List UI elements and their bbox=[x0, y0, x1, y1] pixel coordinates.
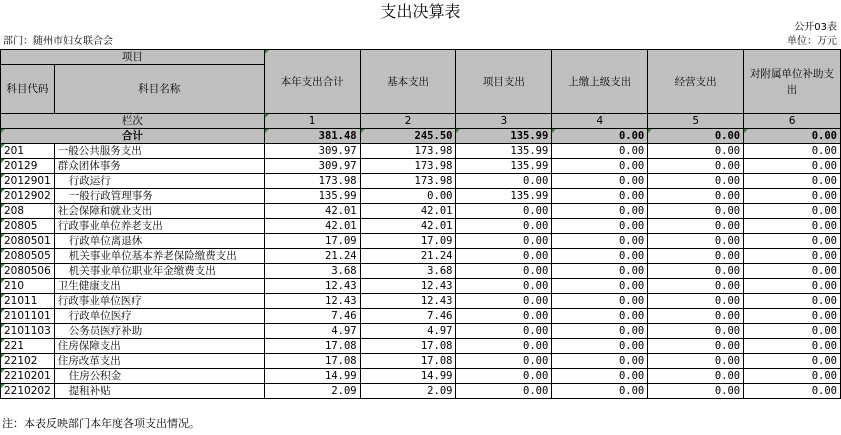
amount-cell: 0.00 bbox=[744, 174, 841, 189]
unit-label: 单位：万元 bbox=[787, 36, 837, 47]
amount-cell: 17.08 bbox=[360, 354, 456, 369]
amount-cell: 173.98 bbox=[360, 159, 456, 174]
column-index-cell: 5 bbox=[648, 114, 744, 129]
amount-cell: 0.00 bbox=[552, 279, 648, 294]
amount-cell: 0.00 bbox=[744, 294, 841, 309]
amount-cell: 0.00 bbox=[552, 234, 648, 249]
column-index-cell: 3 bbox=[456, 114, 552, 129]
amount-cell: 0.00 bbox=[648, 294, 744, 309]
subject-code: 2080506 bbox=[1, 264, 55, 279]
amount-cell: 0.00 bbox=[456, 219, 552, 234]
amount-cell: 0.00 bbox=[552, 144, 648, 159]
amount-cell: 0.00 bbox=[552, 309, 648, 324]
total-value: 0.00 bbox=[552, 129, 648, 144]
subject-name: 公务员医疗补助 bbox=[54, 324, 264, 339]
table-row bbox=[1, 219, 841, 234]
subject-name: 行政事业单位医疗 bbox=[54, 294, 264, 309]
table-row bbox=[1, 339, 841, 354]
amount-cell: 0.00 bbox=[648, 249, 744, 264]
subject-name: 住房保障支出 bbox=[54, 339, 264, 354]
report-title: 支出决算表 bbox=[380, 2, 461, 21]
amount-cell: 12.43 bbox=[264, 279, 360, 294]
amount-cell: 14.99 bbox=[360, 369, 456, 384]
amount-cell: 17.09 bbox=[360, 234, 456, 249]
header-subject: 项目 bbox=[1, 50, 265, 65]
amount-cell: 4.97 bbox=[264, 324, 360, 339]
table-row bbox=[1, 294, 841, 309]
header-name: 科目名称 bbox=[54, 65, 264, 114]
amount-cell: 0.00 bbox=[648, 219, 744, 234]
amount-cell: 21.24 bbox=[360, 249, 456, 264]
amount-cell: 0.00 bbox=[552, 384, 648, 399]
amount-cell: 135.99 bbox=[456, 144, 552, 159]
amount-cell: 0.00 bbox=[552, 354, 648, 369]
amount-cell: 42.01 bbox=[360, 219, 456, 234]
table-row bbox=[1, 144, 841, 159]
subject-code: 2101101 bbox=[1, 309, 55, 324]
total-value: 0.00 bbox=[648, 129, 744, 144]
subject-name: 社会保障和就业支出 bbox=[54, 204, 264, 219]
amount-cell: 17.08 bbox=[264, 354, 360, 369]
header-subsidiary-subsidy: 对附属单位补助支出 bbox=[744, 50, 841, 114]
amount-cell: 0.00 bbox=[744, 339, 841, 354]
amount-cell: 0.00 bbox=[552, 294, 648, 309]
amount-cell: 14.99 bbox=[264, 369, 360, 384]
amount-cell: 17.08 bbox=[360, 339, 456, 354]
subject-code: 201 bbox=[1, 144, 55, 159]
amount-cell: 0.00 bbox=[648, 279, 744, 294]
total-value: 135.99 bbox=[456, 129, 552, 144]
amount-cell: 0.00 bbox=[744, 369, 841, 384]
header-basic-expenditure: 基本支出 bbox=[360, 50, 456, 114]
amount-cell: 0.00 bbox=[744, 279, 841, 294]
subject-name: 行政单位医疗 bbox=[54, 309, 264, 324]
subject-code: 2012901 bbox=[1, 174, 55, 189]
amount-cell: 42.01 bbox=[360, 204, 456, 219]
amount-cell: 0.00 bbox=[552, 249, 648, 264]
amount-cell: 0.00 bbox=[456, 354, 552, 369]
amount-cell: 3.68 bbox=[264, 264, 360, 279]
amount-cell: 0.00 bbox=[552, 159, 648, 174]
amount-cell: 0.00 bbox=[648, 189, 744, 204]
table-row bbox=[1, 204, 841, 219]
table-row bbox=[1, 309, 841, 324]
subject-name: 提租补贴 bbox=[54, 384, 264, 399]
amount-cell: 12.43 bbox=[360, 294, 456, 309]
amount-cell: 0.00 bbox=[456, 264, 552, 279]
amount-cell: 0.00 bbox=[456, 294, 552, 309]
amount-cell: 0.00 bbox=[744, 234, 841, 249]
column-index-label: 栏次 bbox=[1, 114, 265, 129]
subject-name: 一般行政管理事务 bbox=[54, 189, 264, 204]
amount-cell: 0.00 bbox=[648, 384, 744, 399]
column-index-row bbox=[1, 114, 841, 129]
subject-name: 卫生健康支出 bbox=[54, 279, 264, 294]
header-row-subject bbox=[1, 50, 841, 65]
subject-code: 20805 bbox=[1, 219, 55, 234]
subject-code: 2080505 bbox=[1, 249, 55, 264]
amount-cell: 173.98 bbox=[264, 174, 360, 189]
amount-cell: 4.97 bbox=[360, 324, 456, 339]
subject-code: 221 bbox=[1, 339, 55, 354]
amount-cell: 173.98 bbox=[360, 144, 456, 159]
header-total-expenditure: 本年支出合计 bbox=[264, 50, 360, 114]
amount-cell: 2.09 bbox=[264, 384, 360, 399]
amount-cell: 0.00 bbox=[552, 219, 648, 234]
subject-name: 行政单位离退休 bbox=[54, 234, 264, 249]
amount-cell: 0.00 bbox=[744, 384, 841, 399]
amount-cell: 0.00 bbox=[456, 324, 552, 339]
table-row bbox=[1, 369, 841, 384]
table-row bbox=[1, 249, 841, 264]
subject-name: 住房改革支出 bbox=[54, 354, 264, 369]
amount-cell: 0.00 bbox=[456, 369, 552, 384]
form-code: 公开03表 bbox=[794, 22, 837, 33]
amount-cell: 0.00 bbox=[552, 174, 648, 189]
amount-cell: 309.97 bbox=[264, 144, 360, 159]
amount-cell: 0.00 bbox=[648, 354, 744, 369]
amount-cell: 0.00 bbox=[552, 339, 648, 354]
amount-cell: 0.00 bbox=[648, 174, 744, 189]
amount-cell: 173.98 bbox=[360, 174, 456, 189]
amount-cell: 0.00 bbox=[456, 234, 552, 249]
subject-name: 行政事业单位养老支出 bbox=[54, 219, 264, 234]
table-row bbox=[1, 279, 841, 294]
amount-cell: 0.00 bbox=[456, 309, 552, 324]
amount-cell: 7.46 bbox=[264, 309, 360, 324]
amount-cell: 0.00 bbox=[648, 264, 744, 279]
total-value: 245.50 bbox=[360, 129, 456, 144]
amount-cell: 12.43 bbox=[360, 279, 456, 294]
table-row bbox=[1, 264, 841, 279]
subject-code: 2210202 bbox=[1, 384, 55, 399]
subject-code: 2012902 bbox=[1, 189, 55, 204]
table-row bbox=[1, 384, 841, 399]
table-note: 注：本表反映部门本年度各项支出情况。 bbox=[2, 417, 200, 430]
amount-cell: 2.09 bbox=[360, 384, 456, 399]
amount-cell: 0.00 bbox=[552, 204, 648, 219]
subject-code: 22102 bbox=[1, 354, 55, 369]
column-index-cell: 4 bbox=[552, 114, 648, 129]
table-row bbox=[1, 159, 841, 174]
table-row bbox=[1, 324, 841, 339]
subject-code: 2080501 bbox=[1, 234, 55, 249]
amount-cell: 0.00 bbox=[744, 249, 841, 264]
header-operating-expenditure: 经营支出 bbox=[648, 50, 744, 114]
amount-cell: 0.00 bbox=[744, 144, 841, 159]
header-code: 科目代码 bbox=[1, 65, 55, 114]
amount-cell: 0.00 bbox=[456, 249, 552, 264]
amount-cell: 309.97 bbox=[264, 159, 360, 174]
column-index-cell: 6 bbox=[744, 114, 841, 129]
amount-cell: 0.00 bbox=[360, 189, 456, 204]
amount-cell: 42.01 bbox=[264, 219, 360, 234]
amount-cell: 135.99 bbox=[264, 189, 360, 204]
amount-cell: 7.46 bbox=[360, 309, 456, 324]
amount-cell: 0.00 bbox=[648, 339, 744, 354]
amount-cell: 12.43 bbox=[264, 294, 360, 309]
amount-cell: 21.24 bbox=[264, 249, 360, 264]
subject-code: 21011 bbox=[1, 294, 55, 309]
subject-name: 机关事业单位基本养老保险缴费支出 bbox=[54, 249, 264, 264]
table-row bbox=[1, 189, 841, 204]
expenditure-table bbox=[0, 49, 841, 399]
amount-cell: 0.00 bbox=[552, 264, 648, 279]
subject-name: 住房公积金 bbox=[54, 369, 264, 384]
amount-cell: 0.00 bbox=[648, 234, 744, 249]
subject-name: 一般公共服务支出 bbox=[54, 144, 264, 159]
subject-code: 2210201 bbox=[1, 369, 55, 384]
amount-cell: 0.00 bbox=[552, 189, 648, 204]
amount-cell: 17.08 bbox=[264, 339, 360, 354]
amount-cell: 0.00 bbox=[648, 369, 744, 384]
amount-cell: 0.00 bbox=[744, 204, 841, 219]
amount-cell: 0.00 bbox=[648, 204, 744, 219]
amount-cell: 3.68 bbox=[360, 264, 456, 279]
amount-cell: 0.00 bbox=[744, 159, 841, 174]
table-row bbox=[1, 174, 841, 189]
amount-cell: 17.09 bbox=[264, 234, 360, 249]
department-label: 部门：随州市妇女联合会 bbox=[3, 36, 113, 47]
column-index-cell: 2 bbox=[360, 114, 456, 129]
subject-code: 20129 bbox=[1, 159, 55, 174]
total-value: 381.48 bbox=[264, 129, 360, 144]
table-row bbox=[1, 354, 841, 369]
column-index-cell: 1 bbox=[264, 114, 360, 129]
amount-cell: 0.00 bbox=[456, 279, 552, 294]
amount-cell: 0.00 bbox=[648, 324, 744, 339]
amount-cell: 0.00 bbox=[456, 174, 552, 189]
amount-cell: 0.00 bbox=[744, 324, 841, 339]
amount-cell: 135.99 bbox=[456, 189, 552, 204]
amount-cell: 42.01 bbox=[264, 204, 360, 219]
subject-code: 208 bbox=[1, 204, 55, 219]
amount-cell: 0.00 bbox=[456, 204, 552, 219]
subject-code: 210 bbox=[1, 279, 55, 294]
total-value: 0.00 bbox=[744, 129, 841, 144]
subject-name: 群众团体事务 bbox=[54, 159, 264, 174]
subject-code: 2101103 bbox=[1, 324, 55, 339]
table-row bbox=[1, 234, 841, 249]
amount-cell: 0.00 bbox=[648, 144, 744, 159]
amount-cell: 135.99 bbox=[456, 159, 552, 174]
amount-cell: 0.00 bbox=[456, 339, 552, 354]
total-row bbox=[1, 129, 841, 144]
amount-cell: 0.00 bbox=[744, 354, 841, 369]
amount-cell: 0.00 bbox=[744, 189, 841, 204]
total-label: 合计 bbox=[1, 129, 265, 144]
header-project-expenditure: 项目支出 bbox=[456, 50, 552, 114]
subject-name: 行政运行 bbox=[54, 174, 264, 189]
amount-cell: 0.00 bbox=[648, 159, 744, 174]
amount-cell: 0.00 bbox=[744, 219, 841, 234]
amount-cell: 0.00 bbox=[456, 384, 552, 399]
subject-name: 机关事业单位职业年金缴费支出 bbox=[54, 264, 264, 279]
amount-cell: 0.00 bbox=[744, 309, 841, 324]
amount-cell: 0.00 bbox=[744, 264, 841, 279]
amount-cell: 0.00 bbox=[552, 369, 648, 384]
header-superior-payment: 上缴上级支出 bbox=[552, 50, 648, 114]
amount-cell: 0.00 bbox=[648, 309, 744, 324]
amount-cell: 0.00 bbox=[552, 324, 648, 339]
